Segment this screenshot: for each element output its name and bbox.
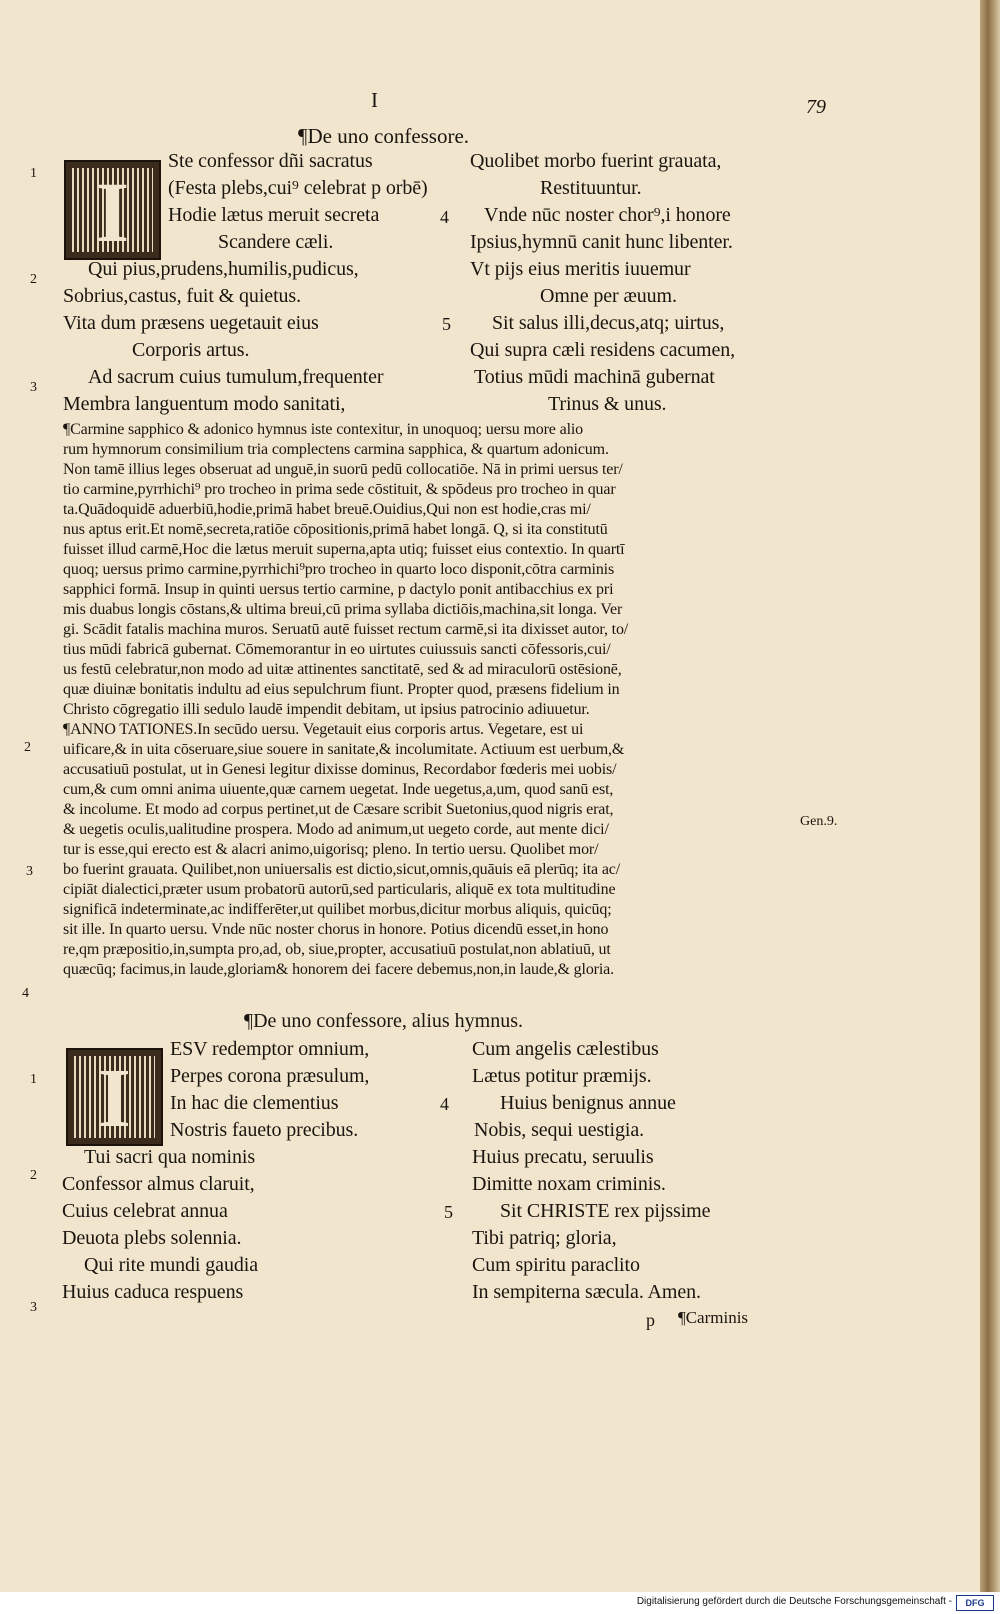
commentary-line: cum,& cum omni anima uiuente,quæ carnem uegetat. Inde uegetus,a,um, quod sanū est, [63,781,614,798]
hymn1-right-line: Totius mūdi machinā gubernat [474,366,715,388]
woodcut-initial-2: I [66,1048,163,1146]
hymn2-left-line: Tui sacri qua nominis [84,1146,256,1168]
hymn2-right-line: Cum angelis cælestibus [472,1038,659,1060]
pilcrow-icon: ¶ [244,1010,254,1032]
hymn2-right-line: Lætus potitur præmijs. [472,1065,652,1087]
margin-number: 1 [30,166,37,181]
book-edge [980,0,1000,1592]
hymn1-left-line: Membra languentum modo sanitati, [63,393,346,415]
pilcrow-icon: ¶ [63,421,71,438]
hymn1-right-line: Vnde nūc noster chor⁹,i honore [484,204,731,226]
commentary-line: mis duabus longis cōstans,& ultima breui,cū prima syllaba dictiōis,machina,sit longa. Ver [63,601,623,618]
margin-number: 4 [22,986,29,1001]
signature-mark: I [371,88,378,112]
hymn2-left-line: Perpes corona præsulum, [170,1065,370,1087]
hymn1-left-line: Ste confessor dñi sacratus [168,150,373,172]
hymn2-left-line: ESV redemptor omnium, [170,1038,370,1060]
commentary-line: quæ diuinæ bonitatis indultu ad eius sepulchrum fiunt. Propter quod, præsens fidelium in [63,681,620,698]
hymn1-right-line: Ipsius,hymnū canit hunc libenter. [470,231,733,253]
commentary-line: nus aptus erit.Et nomē,secreta,ratiōe cōpositionis,primā habet longā. Q, si ita constitutū [63,521,608,538]
pilcrow-icon: ¶ [63,721,71,738]
commentary-line: tio carmine,pyrrhichi⁹ pro trocheo in prima sede cōstituit, & spōdeus pro trocheo in quar [63,481,616,498]
pilcrow-icon: ¶ [678,1308,686,1327]
commentary-line: cipiāt dialectici,præter usum probatorū autorū,sed particularis, aliquē ex tota multitudine [63,881,616,898]
hymn2-left-line: Qui rite mundi gaudia [84,1254,258,1276]
marginal-reference: Gen.9. [800,814,838,829]
margin-number: 3 [26,864,33,879]
hymn1-left-line: Qui pius,prudens,humilis,pudicus, [88,258,359,280]
margin-number: 3 [30,1300,37,1315]
hymn2-left-line: Confessor almus claruit, [62,1173,255,1195]
footer-credit: Digitalisierung gefördert durch die Deutsche Forschungsgemeinschaft - [636,1596,952,1607]
commentary-line: Non tamē illius leges obseruat ad unguē,in suorū pedū collocatiōe. Nā in primi uersus ter/ [63,461,623,478]
hymn1-left-line: (Festa plebs,cui⁹ celebrat p orbē) [168,177,428,199]
hymn2-left-line: In hac die clementius [170,1092,339,1114]
commentary-line: & incolume. Et modo ad corpus pertinet,ut de Cæsare scribit Suetonius,quod nigris erat, [63,801,614,818]
stanza-number: 5 [444,1202,453,1222]
stanza-number: 4 [440,1094,449,1114]
hymn2-right-line: Huius benignus annue [500,1092,676,1114]
hymn2-title: ¶De uno confessore, alius hymnus. [244,1010,524,1032]
commentary-line: tius mūdi fabricā gubernat. Cōmemorantur in eo uirtutes cuiussuis sancti cōfessoris,cui/ [63,641,611,658]
commentary-line: sapphici formā. Insup in quinti uersus tertio carmine, p dactylo ponit antibacchius ex pri [63,581,614,598]
stanza-number: 4 [440,207,449,227]
commentary-line: ¶ANNO TATIONES.In secūdo uersu. Vegetauit eius corporis artus. Vegetare, est ui [63,721,584,738]
commentary-line: re,qm præpositio,in,sumpta pro,ad, ob, siue,propter, accusatiuū postulat,non ablatiuū, ut [63,941,611,958]
margin-number: 3 [30,380,37,395]
hymn1-left-line: Hodie lætus meruit secreta [168,204,380,226]
commentary-line: ¶Carmine sapphico & adonico hymnus iste contexitur, in unoquoq; uersu more alio [63,421,584,438]
commentary-line: rum hymnorum consimilium tria complectens carmina sapphica, & quartum adonicum. [63,441,609,458]
catchword: ¶Carminis [678,1308,749,1327]
hymn2-right-line: Cum spiritu paraclito [472,1254,640,1276]
hymn2-right-line: Tibi patriq; gloria, [472,1227,617,1249]
hymn1-right-line: Qui supra cæli residens cacumen, [470,339,736,361]
commentary-line: accusatiuū postulat, ut in Genesi legitur dixisse dominus, Recordabor fœderis mei uobis/ [63,761,617,778]
signature-letter: p [646,1310,655,1330]
hymn1-left-line: Ad sacrum cuius tumulum,frequenter [88,366,384,388]
commentary-line: fuisset illud carmē,Hoc die lætus meruit superna,apta utiq; fuisset eius contextio. In quartī [63,541,625,558]
hymn1-left-line: Corporis artus. [132,339,250,361]
hymn2-left-line: Nostris faueto precibus. [170,1119,359,1141]
woodcut-initial-1: I [64,160,161,260]
hymn2-right-line: In sempiterna sæcula. Amen. [472,1281,701,1303]
pilcrow-icon: ¶ [298,124,308,148]
hymn1-right-line: Trinus & unus. [548,393,667,415]
stanza-number: 5 [442,314,451,334]
hymn2-right-line: Huius precatu, seruulis [472,1146,654,1168]
hymn1-right-line: Restituuntur. [540,177,642,199]
hymn1-right-line: Vt pijs eius meritis iuuemur [470,258,691,280]
margin-number: 2 [30,272,37,287]
commentary-line: tur is esse,qui erecto est & alacri animo,uigorisq; pleno. In tertio uersu. Quolibet mor/ [63,841,599,858]
commentary-line: significā indeterminate,ac indifferēter,ut quilibet morbus,dicitur morbus aliquis, quicūq; [63,901,612,918]
digitization-footer [0,1592,1000,1614]
hymn1-right-line: Sit salus illi,decus,atq; uirtus, [492,312,725,334]
commentary-line: us festū celebratur,non modo ad uitæ attinentes sanctitatē, sed & ad miraculorū ostēsionē, [63,661,622,678]
hymn1-title: ¶De uno confessore. [298,124,470,148]
commentary-line: quæcūq; facimus,in laude,gloriam& honorem dei facere debemus,non,in laude,& gloria. [63,961,614,978]
hymn1-left-line: Sobrius,castus, fuit & quietus. [63,285,302,307]
commentary-line: sit ille. In quarto uersu. Vnde nūc noster chorus in honore. Potius dicendū esset,in hono [63,921,609,938]
hymn2-left-line: Huius caduca respuens [62,1281,244,1303]
hymn1-right-line: Omne per æuum. [540,285,677,307]
commentary-line: Christo cōgregatio illi sedulo laudē impendit debitam, ut ipsius patrocinio adiuuetur. [63,701,590,718]
dfg-logo: DFG [956,1595,994,1611]
hymn1-left-line: Scandere cæli. [218,231,334,253]
hymn1-left-line: Vita dum præsens uegetauit eius [63,312,319,334]
hymn1-right-line: Quolibet morbo fuerint grauata, [470,150,722,172]
margin-number: 1 [30,1072,37,1087]
commentary-line: uificare,& in uita cōseruare,siue souere in sanitate,& incolumitate. Actiuum est uerbum,& [63,741,625,758]
commentary-line: ta.Quādoquidē aduerbiū,hodie,primā habet breuē.Ouidius,Qui non est hodie,cras mi/ [63,501,591,518]
hymn2-left-line: Deuota plebs solennia. [62,1227,242,1249]
hymn2-right-line: Sit CHRISTE rex pijssime [500,1200,711,1222]
commentary-line: quoq; uersus primo carmine,pyrrhichi⁹pro trocheo in quarto loco disponit,cōtra carminis [63,561,615,578]
commentary-line: bo fuerint grauata. Quilibet,non uniuersalis est dictio,sicut,omnis,quāuis eā plerūq; ita ac/ [63,861,621,878]
hymn2-right-line: Dimitte noxam criminis. [472,1173,666,1195]
commentary-line: gi. Scādit fatalis machina muros. Seruatū autē fuisset rectum carmē,si ita dixisset autor, to/ [63,621,629,638]
commentary-line: & uegetis oculis,ualitudine prospera. Modo ad animum,ut uegeto corde, aut mente dici/ [63,821,609,838]
margin-number: 2 [24,740,31,755]
folio-number: 79 [806,96,826,118]
hymn2-right-line: Nobis, sequi uestigia. [474,1119,645,1141]
hymn2-left-line: Cuius celebrat annua [62,1200,228,1222]
margin-number: 2 [30,1168,37,1183]
